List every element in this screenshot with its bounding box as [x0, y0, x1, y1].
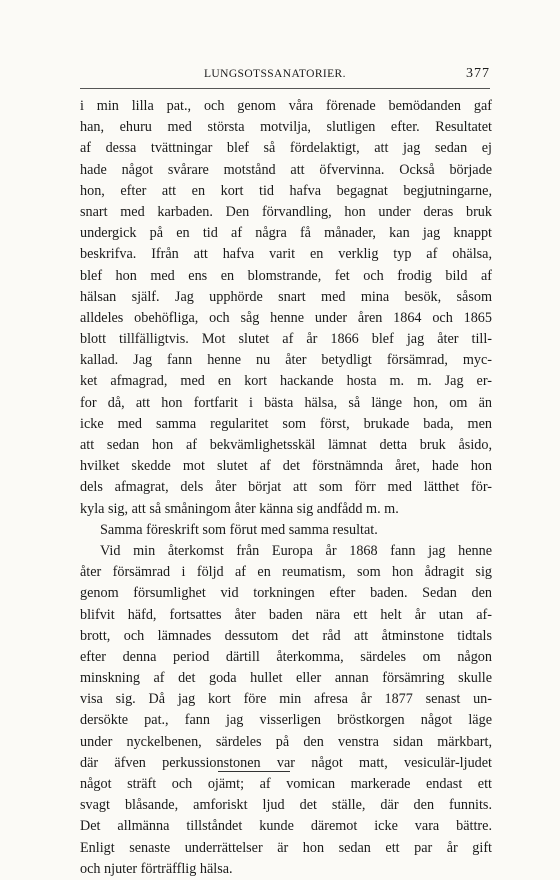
text-line: ket afmagrad, med en kort hackande hosta m. m. Jag er- [80, 373, 492, 390]
text-line: åter försämrad i följd af en reumatism, som hon ådragit sig [80, 564, 492, 581]
text-line: efter denna period därtill återkomma, särdeles om någon [80, 648, 492, 665]
text-line: kallad. Jag fann henne nu åter betydligt försämrad, myc- [80, 352, 492, 369]
header-rule [80, 88, 490, 89]
text-line: hon, efter att en kort tid hafva begagnat begjutningarne, [80, 182, 492, 199]
text-line: brott, och lämnades dessutom det råd att åtminstone tidtals [80, 627, 492, 644]
text-line: minskning af det goda hullet eller annan försämring skulle [80, 670, 492, 687]
text-line: hvilket skedde mot slutet af det förstnämnda året, hade hon [80, 458, 492, 475]
text-line: blifvit häfd, fortsattes åter baden nära ett helt år utan af- [80, 606, 492, 623]
text-line: han, ehuru med största motvilja, slutligen efter. Resultatet [80, 119, 492, 136]
text-line: något sträft och ojämt; af vomican markerade endast ett [80, 776, 492, 792]
text-line: alldeles obehöfliga, och såg henne under åren 1864 och 1865 [80, 309, 492, 326]
text-line: Enligt senaste underrättelser är hon sedan ett par år gift [80, 839, 492, 856]
running-head [80, 66, 490, 88]
text-line: blott tillfälligtvis. Mot slutet af år 1866 blef jag åter till- [80, 331, 492, 348]
text-line: af dessa tvättningar blef så fördelaktigt, att jag sedan ej [80, 140, 492, 157]
text-line: undergick på en tid af några få månader, kan jag knappt [80, 225, 492, 242]
text-line: och njuter förträfflig hälsa. [80, 860, 233, 877]
text-line: där äfven perkussionstonen var något matt, vesiculär-ljudet [80, 754, 492, 771]
text-line: under nyckelbenen, särdeles på den venstra sidan märkbart, [80, 733, 492, 750]
text-line: snart med karbaden. Den förvandling, hon under deras bruk [80, 203, 492, 220]
body-text [80, 96, 492, 880]
running-title: LUNGSOTSSANATORIER. [204, 68, 346, 80]
text-line: dels afmagrat, dels åter börjat att som förr med lätthet för- [80, 479, 492, 496]
text-line: visa sig. Då jag kort före min afresa år 1877 senast un- [80, 691, 492, 708]
text-line: for då, att hon fortfarit i bästa hälsa, så länge hon, om än [80, 394, 492, 411]
text-line: blef hon med ens en blomstrande, fet och frodig bild af [80, 267, 492, 284]
paragraph-start: Vid min återkomst från Europa år 1868 fann jag henne [100, 542, 492, 559]
text-line: hade något svårare motstånd att öfvervinna. Också började [80, 161, 492, 178]
text-line: svagt blåsande, amforiskt ljud det ställe, där den funnits. [80, 797, 492, 814]
page-number: 377 [466, 66, 490, 81]
text-line: dersökte pat., fann jag visserligen bröstkorgen något läge [80, 712, 492, 729]
text-line: kyla sig, att så småningom åter känna sig andfådd m. m. [80, 500, 399, 517]
paragraph-start: Samma föreskrift som förut med samma resultat. [100, 521, 378, 538]
text-line: hälsan själf. Jag upphörde snart med mina besök, såsom [80, 288, 492, 305]
text-line: beskrifva. Ifrån att hafva varit en verklig typ af ohälsa, [80, 246, 492, 263]
text-line: icke med samma regularitet som först, brukade bada, men [80, 415, 492, 432]
text-line: genom försumlighet vid torkningen efter baden. Sedan den [80, 585, 492, 602]
text-line: Det allmänna tillståndet kunde däremot icke vara bättre. [80, 818, 492, 835]
end-rule [218, 771, 290, 772]
text-line: att sedan hon af bekvämlighetsskäl lämnat detta bruk åsido, [80, 437, 492, 453]
text-line: i min lilla pat., och genom våra förenade bemödanden gaf [80, 98, 492, 114]
